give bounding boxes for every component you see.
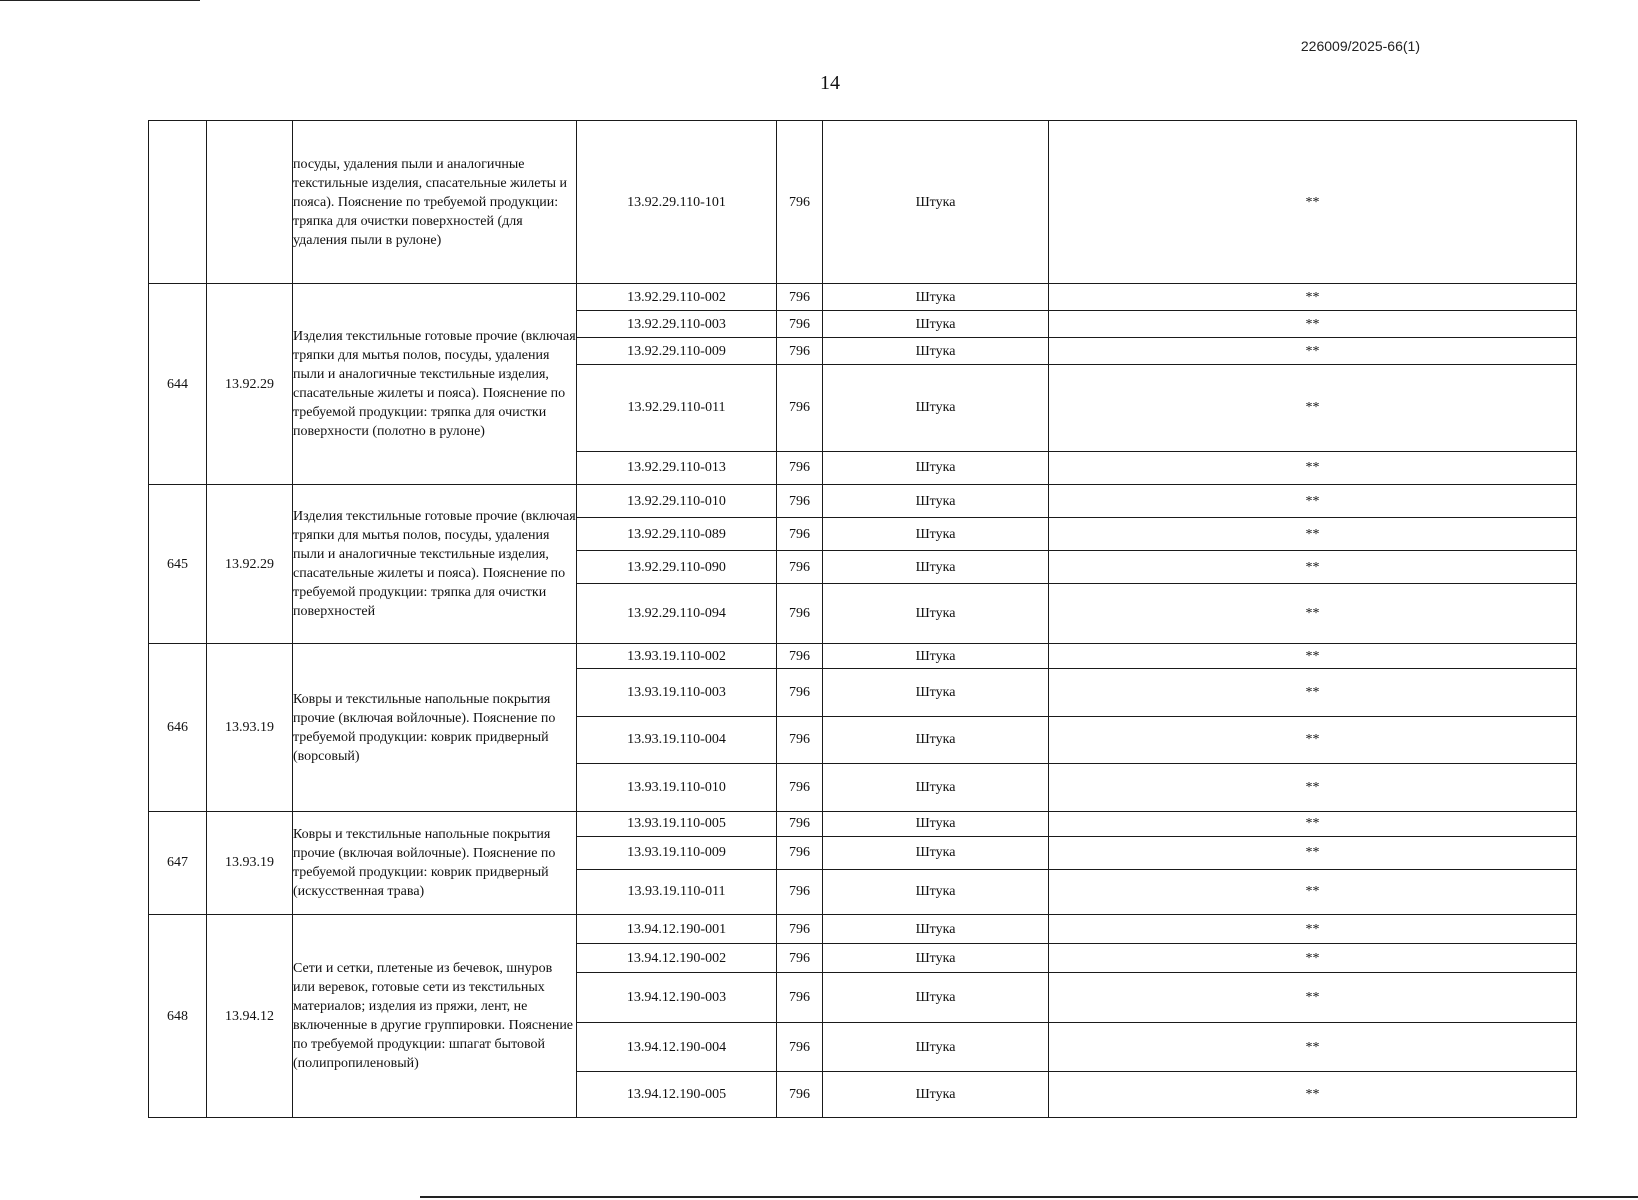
unit-cell: Штука [823, 1072, 1049, 1118]
okei-code-cell: 796 [777, 1072, 823, 1118]
value-cell: ** [1049, 338, 1577, 365]
value-cell: ** [1049, 121, 1577, 284]
item-code-cell: 13.93.19.110-011 [577, 869, 777, 915]
description-cell: Ковры и текстильные напольные покрытия прочие (включая войлочные). Пояснение по требуемой продукции: коврик придверный (ворсовый) [293, 644, 577, 812]
okei-code-cell: 796 [777, 973, 823, 1023]
okei-code-cell: 796 [777, 716, 823, 764]
unit-cell: Штука [823, 915, 1049, 944]
page-number: 14 [820, 72, 840, 94]
description-cell: Изделия текстильные готовые прочие (включая тряпки для мытья полов, посуды, удаления пыли и аналогичные текстильные изделия, спасательные жилеты и пояса). Пояснение по требуемой продукции: тряпка для очистки поверхности (полотно в рулоне) [293, 284, 577, 485]
item-code-cell: 13.92.29.110-009 [577, 338, 777, 365]
description-cell: Изделия текстильные готовые прочие (включая тряпки для мытья полов, посуды, удаления пыли и аналогичные текстильные изделия, спасательные жилеты и пояса). Пояснение по требуемой продукции: тряпка для очистки поверхностей [293, 485, 577, 644]
unit-cell: Штука [823, 121, 1049, 284]
okei-code-cell: 796 [777, 311, 823, 338]
item-code-cell: 13.92.29.110-094 [577, 584, 777, 644]
okpd-code-cell: 13.92.29 [207, 485, 293, 644]
item-code-cell: 13.92.29.110-101 [577, 121, 777, 284]
item-code-cell: 13.92.29.110-011 [577, 365, 777, 452]
okei-code-cell: 796 [777, 836, 823, 869]
unit-cell: Штука [823, 644, 1049, 669]
unit-cell: Штука [823, 584, 1049, 644]
okei-code-cell: 796 [777, 764, 823, 812]
okei-code-cell: 796 [777, 451, 823, 484]
okei-code-cell: 796 [777, 869, 823, 915]
description-cell: Сети и сетки, плетеные из бечевок, шнуров или веревок, готовые сети из текстильных материалов; изделия из пряжи, лент, не включенные в другие группировки. Пояснение по требуемой продукции: шпагат бытовой (полипропиленовый) [293, 915, 577, 1118]
okei-code-cell: 796 [777, 1022, 823, 1072]
item-code-cell: 13.94.12.190-005 [577, 1072, 777, 1118]
value-cell: ** [1049, 716, 1577, 764]
okpd-code-cell [207, 121, 293, 284]
document-id: 226009/2025-66(1) [1300, 38, 1420, 54]
okei-code-cell: 796 [777, 915, 823, 944]
okei-code-cell: 796 [777, 485, 823, 518]
okpd-code-cell: 13.93.19 [207, 644, 293, 812]
table-row [149, 811, 1577, 836]
okei-code-cell: 796 [777, 669, 823, 717]
value-cell: ** [1049, 365, 1577, 452]
item-code-cell: 13.93.19.110-005 [577, 811, 777, 836]
unit-cell: Штука [823, 451, 1049, 484]
value-cell: ** [1049, 311, 1577, 338]
okpd-code-cell: 13.93.19 [207, 811, 293, 914]
unit-cell: Штука [823, 764, 1049, 812]
okei-code-cell: 796 [777, 365, 823, 452]
table-row [149, 915, 1577, 944]
okpd-code-cell: 13.94.12 [207, 915, 293, 1118]
value-cell: ** [1049, 836, 1577, 869]
item-code-cell: 13.92.29.110-002 [577, 284, 777, 311]
item-code-cell: 13.92.29.110-013 [577, 451, 777, 484]
row-number-cell: 646 [149, 644, 207, 812]
okei-code-cell: 796 [777, 121, 823, 284]
item-code-cell: 13.93.19.110-003 [577, 669, 777, 717]
table-row [149, 121, 1577, 284]
table-row [149, 485, 1577, 518]
table-row [149, 644, 1577, 669]
unit-cell: Штука [823, 811, 1049, 836]
value-cell: ** [1049, 644, 1577, 669]
item-code-cell: 13.93.19.110-004 [577, 716, 777, 764]
unit-cell: Штука [823, 869, 1049, 915]
row-number-cell: 645 [149, 485, 207, 644]
unit-cell: Штука [823, 669, 1049, 717]
unit-cell: Штука [823, 518, 1049, 551]
description-cell: посуды, удаления пыли и аналогичные текстильные изделия, спасательные жилеты и пояса). Пояснение по требуемой продукции: тряпка для очистки поверхностей (для удаления пыли в рулоне) [293, 121, 577, 284]
row-number-cell [149, 121, 207, 284]
top-edge-rule [0, 0, 200, 1]
value-cell: ** [1049, 869, 1577, 915]
okei-code-cell: 796 [777, 584, 823, 644]
value-cell: ** [1049, 1072, 1577, 1118]
row-number-cell: 644 [149, 284, 207, 485]
item-code-cell: 13.92.29.110-090 [577, 551, 777, 584]
value-cell: ** [1049, 764, 1577, 812]
unit-cell: Штука [823, 836, 1049, 869]
okei-code-cell: 796 [777, 811, 823, 836]
value-cell: ** [1049, 973, 1577, 1023]
unit-cell: Штука [823, 311, 1049, 338]
products-table [148, 120, 1577, 1118]
item-code-cell: 13.92.29.110-010 [577, 485, 777, 518]
okei-code-cell: 796 [777, 944, 823, 973]
bottom-edge-rule [420, 1196, 1638, 1198]
item-code-cell: 13.93.19.110-010 [577, 764, 777, 812]
okei-code-cell: 796 [777, 551, 823, 584]
table-row [149, 284, 1577, 311]
value-cell: ** [1049, 518, 1577, 551]
value-cell: ** [1049, 284, 1577, 311]
okpd-code-cell: 13.92.29 [207, 284, 293, 485]
unit-cell: Штука [823, 551, 1049, 584]
value-cell: ** [1049, 451, 1577, 484]
unit-cell: Штука [823, 485, 1049, 518]
value-cell: ** [1049, 1022, 1577, 1072]
unit-cell: Штука [823, 284, 1049, 311]
item-code-cell: 13.94.12.190-004 [577, 1022, 777, 1072]
okei-code-cell: 796 [777, 518, 823, 551]
row-number-cell: 648 [149, 915, 207, 1118]
value-cell: ** [1049, 584, 1577, 644]
item-code-cell: 13.94.12.190-002 [577, 944, 777, 973]
value-cell: ** [1049, 669, 1577, 717]
value-cell: ** [1049, 944, 1577, 973]
item-code-cell: 13.93.19.110-002 [577, 644, 777, 669]
okei-code-cell: 796 [777, 284, 823, 311]
item-code-cell: 13.92.29.110-003 [577, 311, 777, 338]
unit-cell: Штука [823, 338, 1049, 365]
unit-cell: Штука [823, 716, 1049, 764]
unit-cell: Штука [823, 1022, 1049, 1072]
okei-code-cell: 796 [777, 644, 823, 669]
item-code-cell: 13.93.19.110-009 [577, 836, 777, 869]
item-code-cell: 13.94.12.190-001 [577, 915, 777, 944]
unit-cell: Штука [823, 365, 1049, 452]
description-cell: Ковры и текстильные напольные покрытия прочие (включая войлочные). Пояснение по требуемой продукции: коврик придверный (искусственная трава) [293, 811, 577, 914]
value-cell: ** [1049, 485, 1577, 518]
value-cell: ** [1049, 811, 1577, 836]
unit-cell: Штука [823, 944, 1049, 973]
row-number-cell: 647 [149, 811, 207, 914]
okei-code-cell: 796 [777, 338, 823, 365]
unit-cell: Штука [823, 973, 1049, 1023]
value-cell: ** [1049, 915, 1577, 944]
item-code-cell: 13.92.29.110-089 [577, 518, 777, 551]
item-code-cell: 13.94.12.190-003 [577, 973, 777, 1023]
value-cell: ** [1049, 551, 1577, 584]
